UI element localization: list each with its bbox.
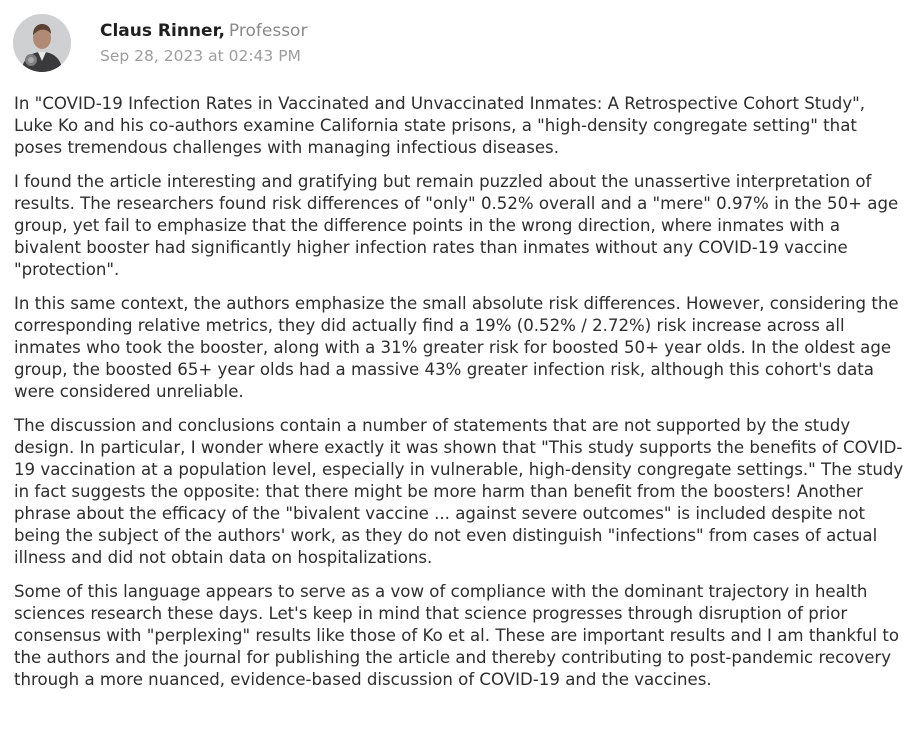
comment-paragraph: The discussion and conclusions contain a number of statements that are not supported by the study design. In particular, I wonder where exactly it was shown that "This study supports the benefits of COVID-19 vaccination at a population level, especially in vulnerable, high-density congregate settings." The study in fact suggests the opposite: that there might be more harm than benefit from the boosters! Another phrase about the efficacy of the "bivalent vaccine ... against severe outcomes" is included despite not being the subject of the authors' work, as they do not even distinguish "infections" from cases of actual illness and did not obtain data on hospitalizations.	[14, 416, 904, 567]
comment-timestamp[interactable]: Sep 28, 2023 at 02:43 PM	[100, 47, 301, 65]
avatar[interactable]	[13, 14, 71, 72]
comment-paragraph: Some of this language appears to serve as a vow of compliance with the dominant trajectory in health sciences research these days. Let's keep in mind that science progresses through disruption of prior consensus with "perplexing" results like those of Ko et al. These are important results and I am thankful to the authors and the journal for publishing the article and thereby contributing to post-pandemic recovery through a more nuanced, evidence-based discussion of COVID-19 and the vaccines.	[14, 582, 900, 689]
comment-header	[13, 14, 307, 74]
author-title: Professor	[228, 21, 308, 41]
comment-meta	[100, 20, 307, 66]
author-line	[100, 20, 307, 42]
avatar-photo-icon	[13, 14, 71, 72]
author-separator: ,	[218, 21, 225, 41]
author-name[interactable]: Claus Rinner	[100, 21, 219, 41]
comment-paragraph: I found the article interesting and gratifying but remain puzzled about the unassertive interpretation of results. The researchers found risk differences of "only" 0.52% overall and a "mere" 0.97% in the 50+ age group, yet fail to emphasize that the difference points in the wrong direction, where inmates with a bivalent booster had significantly higher infection rates than inmates without any COVID-19 vaccine "protection".	[14, 172, 899, 279]
comment-body	[14, 93, 909, 703]
comment-paragraph: In "COVID-19 Infection Rates in Vaccinated and Unvaccinated Inmates: A Retrospective Cohort Study", Luke Ko and his co-authors examine California state prisons, a "high-density congregate setting" that poses tremendous challenges with managing infectious diseases.	[14, 94, 866, 157]
comment-paragraph: In this same context, the authors emphasize the small absolute risk differences. However, considering the corresponding relative metrics, they did actually find a 19% (0.52% / 2.72%) risk increase across all inmates who took the booster, along with a 31% greater risk for boosted 50+ year olds. In the oldest age group, the boosted 65+ year olds had a massive 43% greater infection risk, although this cohort's data were considered unreliable.	[14, 294, 899, 401]
